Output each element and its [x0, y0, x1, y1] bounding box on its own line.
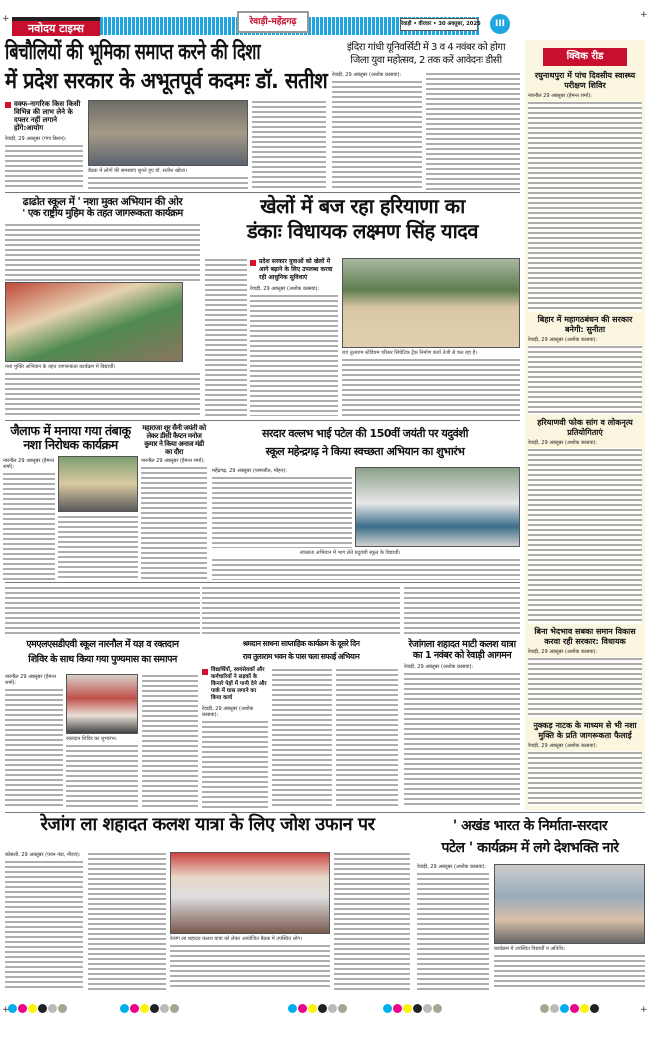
indira-dateline: रेवाड़ी, 29 अक्तूबर (अशोक कासवा): [332, 72, 402, 78]
mlsdav-body-text [5, 586, 200, 636]
shramdan-headline-line2: राव तुलाराम भवन के पास चला सफाई अभियान [242, 652, 360, 661]
divider [5, 420, 520, 421]
quick-read-dateline: रेवाड़ी, 29 अक्तूबर (अशोक कासवा): [528, 337, 598, 344]
lead-subhead: वक्फ-नागरिक किस किसी विभिन्न की लाभ लेने के दफ्तर नहीं लगाने होंगे:आयोग [5, 100, 83, 132]
quick-read-body [528, 345, 642, 415]
khelon-photo [342, 258, 520, 348]
patel-dateline: महेंद्रगढ़, 29 अक्तूबर (परमजीत, मोहन): [212, 468, 288, 474]
patel-headline-line1: सरदार वल्लभ भाई पटेल की 150वीं जयंती पर यदुवंशी [261, 427, 469, 440]
dhadhot-body-text [5, 372, 200, 417]
shramdan-headline-line1: श्रमदान साधना साप्ताहिक कार्यक्रम के दूसरे दिन [242, 639, 360, 648]
rezangla-body-text [88, 852, 166, 990]
shramdan-body-text [272, 668, 332, 808]
indira-headline-line1: इंदिरा गांधी यूनिवर्सिटी में 3 व 4 नवंबर को होगा [346, 42, 506, 53]
brand-logo: नवोदय टाइम्स [12, 17, 100, 36]
jailaf-body-text [58, 515, 138, 580]
mlsdav-body-text [66, 744, 138, 808]
akhand-headline-line2: पटेल ' कार्यक्रम में लगे देशभक्ति नारे [441, 840, 619, 856]
dhadhot-photo [5, 282, 183, 362]
shramdan-body-text [202, 586, 400, 636]
akhand-body-text [494, 954, 645, 990]
dhadhot-body-text [5, 223, 200, 283]
mlsdav-headline-line2: शिविर के साथ किया गया पुण्यमास का समापन [28, 654, 177, 665]
shramdan-body-text [336, 668, 398, 808]
quick-read-headline: नुक्कड़ नाटक के माध्यम से भी नशा मुक्ति के प्रति जागरूकता फैलाई [533, 720, 637, 740]
shramdan-subhead: विद्यार्थियों, स्वयंसेवकों और कर्मचारियों ने सड़कों के किनारे पेड़ों में पानी देने और पार्क में घास लगाने का किया कार्य [202, 667, 268, 702]
divider [5, 582, 520, 583]
maharaja-article [141, 424, 207, 580]
quick-read-dateline: रेवाड़ी, 29 अक्तूबर (अशोक कासवा): [528, 440, 598, 447]
rezangla-caption: रेजांग ला शहादत कलश यात्रा को लेकर आयोजित बैठक में उपस्थित लोग। [170, 936, 303, 942]
dhadhot-headline-line1: ढाढोत स्कूल में ' नशा मुक्त अभियान की ओर [22, 196, 183, 208]
rezangla-body-text [334, 852, 410, 990]
shramdan-dateline: रेवाड़ी, 29 अक्तूबर (अशोक कासवा): [202, 706, 254, 718]
maharaja-body-text [141, 466, 207, 580]
color-swatch-group [8, 998, 68, 1017]
divider [5, 192, 520, 193]
divider [5, 812, 645, 813]
akhand-dateline: रेवाड़ी, 29 अक्तूबर (अशोक कासवा): [417, 864, 487, 870]
color-swatch-group [540, 998, 600, 1017]
quick-read-body [528, 448, 642, 624]
khelon-body-text [250, 294, 338, 416]
indira-body-text [426, 72, 520, 190]
jailaf-body-text [3, 472, 55, 580]
mlsdav-body-text [5, 688, 63, 808]
khelon-body-text [342, 358, 520, 416]
rezangla-mati-dateline: रेवाड़ी, 29 अक्तूबर (अशोक कासवा): [404, 663, 474, 670]
jailaf-headline-line2: नशा निरोधक कार्यक्रम [23, 437, 118, 453]
lead-photo [88, 100, 248, 166]
crop-mark: + [640, 1005, 648, 1015]
mlsdav-dateline: नारनौल 29 अक्तूबर (हेमन्त शर्मा): [5, 674, 56, 686]
mlsdav-photo [66, 674, 138, 734]
masthead [0, 0, 650, 40]
rezangla-headline: रेजांग ला शहादत कलश यात्रा के लिए जोश उफान पर [40, 814, 375, 835]
mlsdav-caption: रक्तदान शिविर का शुभारंभ। [66, 736, 117, 742]
khelon-body-text [205, 258, 247, 416]
edition-tab: रेवाड़ी-महेंद्रगढ़ [237, 11, 309, 33]
lead-body-text [88, 176, 248, 190]
rezangla-body-text [5, 860, 83, 990]
quick-read-dateline: रेवाड़ी, 29 अक्तूबर (अशोक कासवा): [528, 742, 598, 749]
crop-mark: + [640, 10, 648, 20]
dhadhot-headline-line2: ' एक राष्ट्रीय मुहिम के तहत जागरूकता कार्यक्रम [22, 208, 183, 220]
indira-headline-line2: जिला युवा महोत्सव, 2 तक करें आवेदनः डीसी [350, 55, 502, 66]
color-swatch-group [120, 998, 180, 1017]
dhadhot-article [5, 196, 200, 417]
akhand-caption: कार्यक्रम में उपस्थित विद्यार्थी व अतिथि। [494, 946, 565, 952]
lead-headline-line2: में प्रदेश सरकार के अभूतपूर्व कदमः डॉ. सतीश [5, 69, 328, 94]
lead-caption: बैठक में लोगों की समस्याएं सुनते हुए डॉ. सतीश खोला। [88, 168, 187, 174]
quick-read-headline: हरियाणवी फोक सांग व लोकनृत्य प्रतियोगिताएं [537, 418, 633, 438]
quick-read-headline: बिहार में महागठबंधन की सरकार बनेगी: सुनीता [537, 315, 633, 335]
khelon-caption: राव तुलाराम स्टेडियम परिसर सिंथेटिक ट्रैक निर्माण कार्य तेजी से चल रहा है। [342, 350, 478, 356]
lead-headline-line1: बिचौलियों की भूमिका समाप्त करने की दिशा [5, 40, 261, 65]
patel-body-text [212, 476, 352, 548]
rezangla-body-text [170, 944, 330, 990]
quick-read-body [528, 101, 642, 312]
khelon-dateline: रेवाड़ी, 29 अक्तूबर (अशोक कासवा): [250, 286, 320, 292]
crop-mark: + [2, 14, 10, 24]
rezangla-mati-body-text [404, 586, 520, 636]
registration-color-bar [8, 998, 648, 1010]
quick-read-dateline: नारनौल 29 अक्तूबर (हेमन्त शर्मा): [528, 93, 592, 99]
rezangla-photo [170, 852, 330, 934]
quick-read-body [528, 657, 642, 717]
akhand-photo [494, 864, 645, 944]
jailaf-dateline: नारनौल 29 अक्तूबर (हेमन्त शर्मा): [3, 457, 54, 470]
color-swatch-group [288, 998, 348, 1017]
maharaja-dateline: नारनौल 29 अक्तूबर (हेमन्त शर्मा): [141, 458, 205, 465]
lead-body-text [252, 100, 326, 190]
jailaf-article [3, 424, 138, 580]
quick-read-body [528, 751, 642, 806]
quick-read-dateline: रेवाड़ी, 29 अक्तूबर (अशोक कासवा): [528, 649, 598, 656]
khelon-headline-line2: डंकाः विधायक लक्ष्मण सिंह यादव [246, 219, 479, 243]
patel-photo [355, 467, 520, 547]
lead-body-text [5, 144, 83, 190]
khelon-headline-line1: खेलों में बज रहा हरियाणा का [260, 194, 465, 218]
akhand-body-text [417, 872, 489, 990]
patel-body-text [212, 558, 520, 580]
mlsdav-headline-line1: एमएलएसडीएवी स्कूल नारनौल में यज्ञ व रक्तदान [26, 639, 179, 650]
patel-headline-line2: स्कूल महेन्द्रगढ़ ने किया स्वच्छता अभियान का शुभारंभ [265, 445, 465, 458]
rezangla-dateline: कोसली, 29 अक्तूबर (पवन नंदा, नीरज): [5, 852, 81, 858]
crop-mark: + [2, 1005, 10, 1015]
mlsdav-body-text [142, 674, 198, 808]
date-box: रेवाड़ी • वीरवार • 30 अक्तूबर, 2025 [400, 18, 478, 31]
dhadhot-caption: नशा मुक्ति अभियान के तहत जागरूकता कार्यक्रम में विद्यार्थी। [5, 364, 116, 371]
shramdan-body-text [202, 720, 268, 808]
khelon-subhead: प्रदेश सरकार युवाओं को खेलों में आगे बढ़ाने के लिए उपलब्ध करवा रही आधुनिक सुविधाएं [250, 258, 338, 282]
quick-read-headline: रघुनाथपुरा में पांच दिवसीय स्वास्थ्य परीक्षण शिविर [534, 71, 636, 90]
color-swatch-group [383, 998, 443, 1017]
jailaf-headline-line1: जैलाफ में मनाया गया तंबाकू [10, 423, 131, 438]
indira-body-text [332, 80, 422, 190]
lead-dateline: रेवाड़ी, 29 अक्तूबर (गंगा बिशन): [5, 136, 67, 142]
maharaja-headline: महाराजा शूर सैनी जयंती को लेकर डीसी कैप्टन मनोज कुमार ने किया अनाज मंडी का दौरा [142, 424, 206, 457]
patel-caption: स्वच्छता अभियान में भाग लेते यदुवंशी स्कूल के विद्यार्थी। [300, 550, 401, 556]
rezangla-mati-headline: रेजांगला शहादत माटी कलश यात्रा का 1 नवंबर को रेवाड़ी आगमन [408, 639, 516, 661]
page-number-badge: III [490, 14, 510, 34]
jailaf-photo [58, 456, 138, 512]
quick-read-column [525, 40, 645, 810]
quick-read-headline: बिना भेदभाव सबका समान विकास करवा रही सरकार: विधायक [534, 627, 636, 647]
rezangla-mati-body-text [404, 672, 520, 808]
akhand-headline-line1: ' अखंड भारत के निर्माता-सरदार [452, 818, 608, 834]
quick-read-title: क्विक रीड [543, 48, 627, 66]
